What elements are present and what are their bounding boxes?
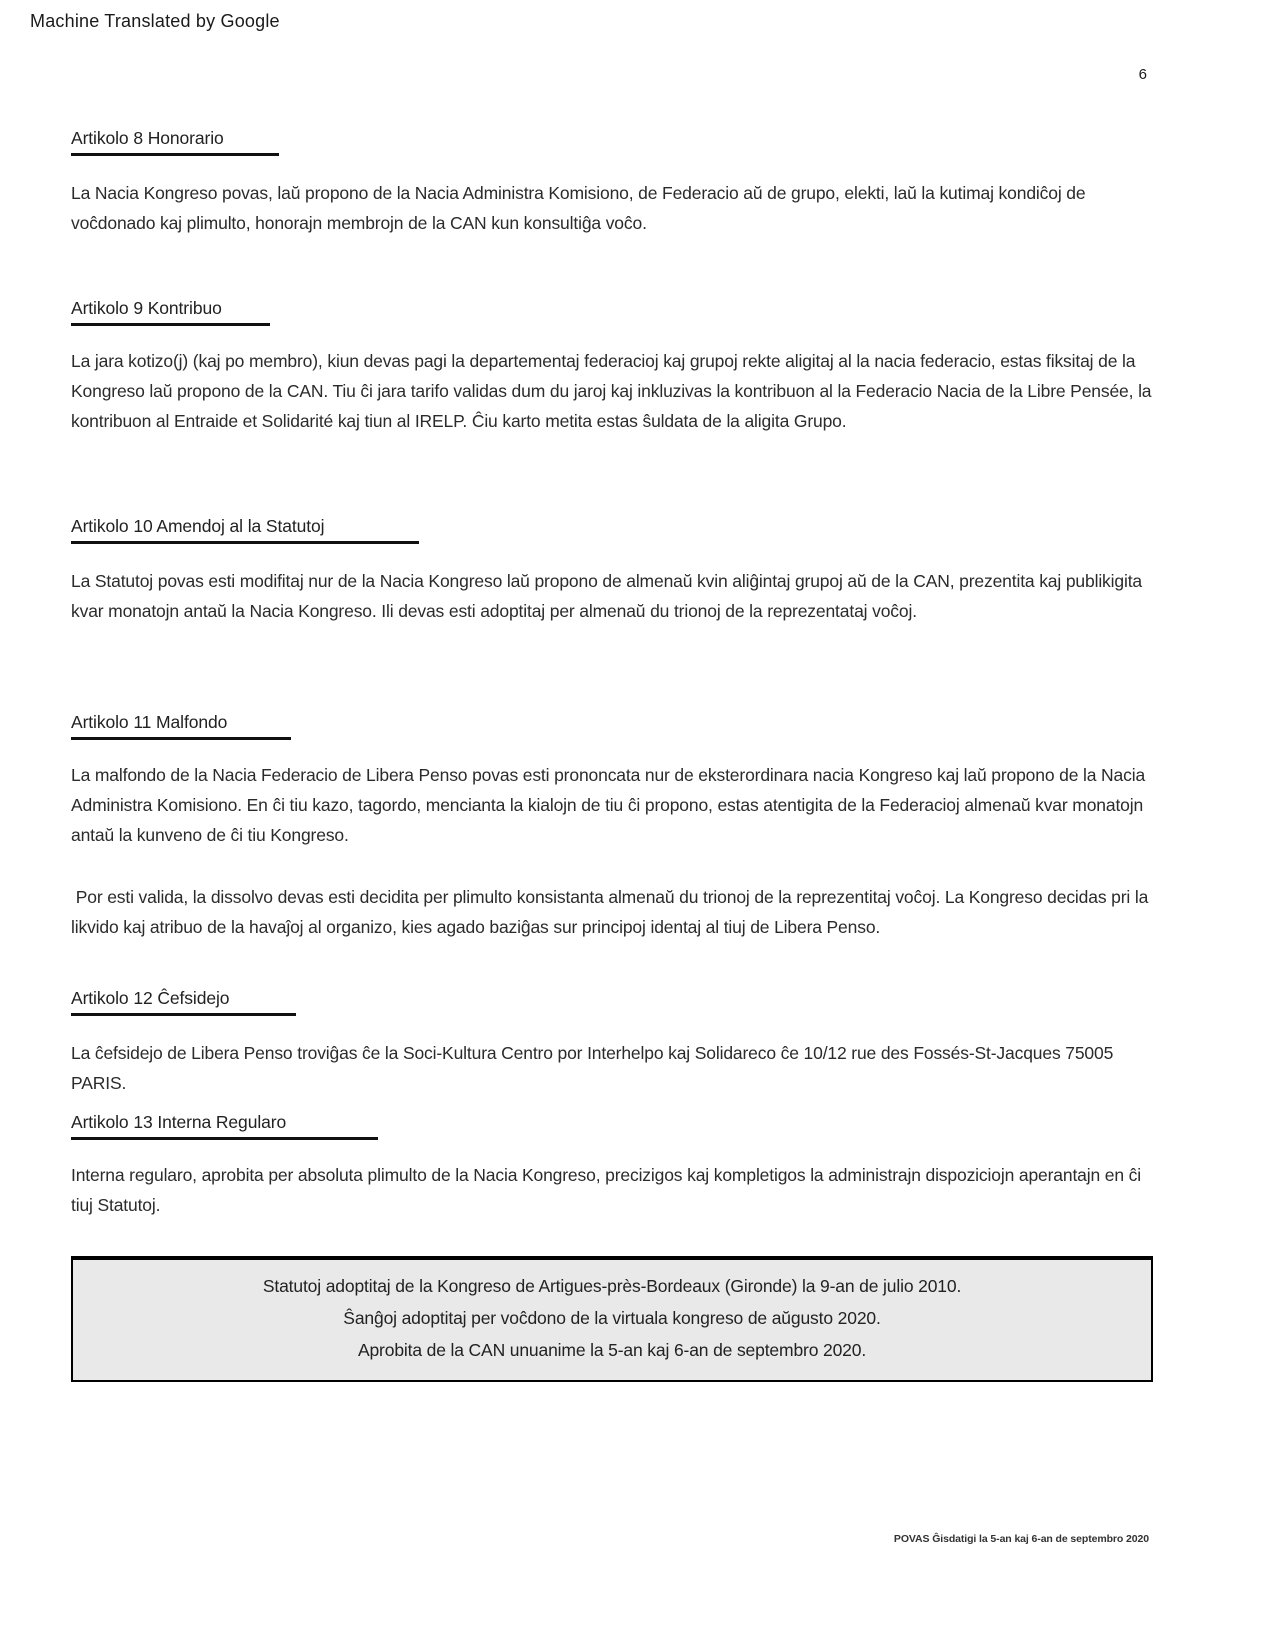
machine-translated-watermark: Machine Translated by Google xyxy=(30,11,280,31)
section-heading: Artikolo 10 Amendoj al la Statutoj xyxy=(71,516,419,544)
section-paragraph: La malfondo de la Nacia Federacio de Libera Penso povas esti prononcata nur de eksterordinara nacia Kongreso kaj laŭ propono de la Nacia Administra Komisiono. En ĉi tiu kazo, tagordo, mencianta la kialojn de tiu ĉi propono, estas atentigita de la Federacioj almenaŭ kvar monatojn antaŭ la kunveno de ĉi tiu Kongreso. xyxy=(71,765,1149,845)
adoption-notes-box xyxy=(71,1256,1153,1382)
section-artikolo-9 xyxy=(71,298,1157,436)
adoption-line: Aprobita de la CAN unuanime la 5-an kaj 6-an de septembro 2020. xyxy=(357,1340,867,1360)
section-heading: Artikolo 9 Kontribuo xyxy=(71,298,270,326)
page-number: 6 xyxy=(1138,66,1147,83)
section-artikolo-13 xyxy=(71,1112,1153,1220)
section-paragraph: Por esti valida, la dissolvo devas esti decidita per plimulto konsistanta almenaŭ du trionoj de la reprezentitaj voĉoj. La Kongreso decidas pri la likvido kaj atribuo de la havaĵoj al organizo, kies agado baziĝas sur principoj identaj al tiuj de Libera Penso. xyxy=(71,887,1153,937)
adoption-line: Ŝanĝoj adoptitaj per voĉdono de la virtuala kongreso de aŭgusto 2020. xyxy=(343,1308,881,1328)
section-paragraph: La ĉefsidejo de Libera Penso troviĝas ĉe la Soci-Kultura Centro por Interhelpo kaj Solidareco ĉe 10/12 rue des Fossés-St-Jacques 75005 PARIS. xyxy=(71,1043,1118,1093)
section-paragraph: La jara kotizo(j) (kaj po membro), kiun devas pagi la departementaj federacioj kaj grupoj rekte aligitaj al la nacia federacio, estas fiksitaj de la Kongreso laŭ propono de la CAN. Tiu ĉi jara tarifo validas dum du jaroj kaj inkluzivas la kontribuon al la Federacio Nacia de la Libre Pensée, la kontribuon al Entraide et Solidarité kaj tiun al IRELP. Ĉiu karto metita estas ŝuldata de la aligita Grupo. xyxy=(71,351,1157,431)
adoption-line: Statutoj adoptitaj de la Kongreso de Artigues-près-Bordeaux (Gironde) la 9-an de julio 2010. xyxy=(262,1276,962,1296)
section-paragraph: Interna regularo, aprobita per absoluta plimulto de la Nacia Kongreso, precizigos kaj kompletigos la administrajn dispoziciojn aperantajn en ĉi tiuj Statutoj. xyxy=(71,1165,1146,1215)
section-paragraph: La Nacia Kongreso povas, laŭ propono de la Nacia Administra Komisiono, de Federacio aŭ de grupo, elekti, laŭ la kutimaj kondiĉoj de voĉdonado kaj plimulto, honorajn membrojn de la CAN kun konsultiĝa voĉo. xyxy=(71,183,1091,233)
document-body xyxy=(71,128,1157,1382)
section-heading: Artikolo 8 Honorario xyxy=(71,128,279,156)
document-footer-note: POVAS Ĝisdatigi la 5-an kaj 6-an de septembro 2020 xyxy=(893,1533,1149,1545)
section-heading: Artikolo 13 Interna Regularo xyxy=(71,1112,378,1140)
section-heading: Artikolo 12 Ĉefsidejo xyxy=(71,988,296,1016)
section-artikolo-10 xyxy=(71,516,1153,626)
section-artikolo-11 xyxy=(71,712,1153,942)
section-paragraph: La Statutoj povas esti modifitaj nur de la Nacia Kongreso laŭ propono de almenaŭ kvin aliĝintaj grupoj aŭ de la CAN, prezentita kaj publikigita kvar monatojn antaŭ la Nacia Kongreso. Ili devas esti adoptitaj per almenaŭ du trionoj de la reprezentataj voĉoj. xyxy=(71,571,1147,621)
section-artikolo-12 xyxy=(71,988,1153,1098)
section-heading: Artikolo 11 Malfondo xyxy=(71,712,291,740)
section-artikolo-8 xyxy=(71,128,1153,238)
